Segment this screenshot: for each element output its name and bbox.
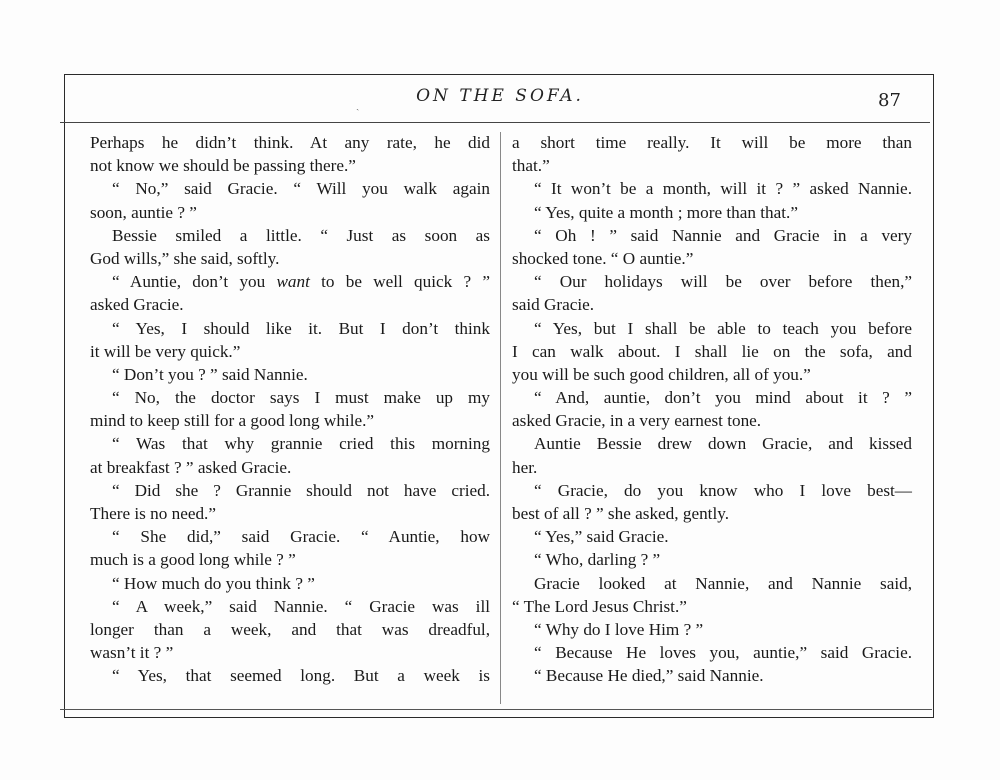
right-column xyxy=(512,131,912,688)
text-line: “ Was that why grannie cried this morning xyxy=(112,434,490,454)
text-line: soon, auntie ? ” xyxy=(90,202,197,222)
text-line: asked Gracie, in a very earnest tone. xyxy=(512,411,762,431)
left-column xyxy=(90,131,490,688)
text-line: wasn’t it ? ” xyxy=(90,643,174,663)
text-line: Perhaps he didn’t think. At any rate, he did xyxy=(90,133,490,152)
text-line: it will be very quick.” xyxy=(90,341,241,361)
page-number: 87 xyxy=(878,90,901,111)
text-line: “ The Lord Jesus Christ.” xyxy=(512,596,687,616)
text-line: “ Gracie, do you know who I love best— xyxy=(534,480,912,500)
text-line: “ It won’t be a month, will it ? ” asked Nannie. xyxy=(534,179,912,199)
text-line: Bessie smiled a little. “ Just as soon as xyxy=(112,225,490,245)
text-line: a short time really. It will be more than xyxy=(512,133,912,152)
text-line: “ Our holidays will be over before then,” xyxy=(534,272,912,292)
text-line: that.” xyxy=(512,156,550,176)
text-line: asked Gracie. xyxy=(90,295,184,315)
text-line: “ Yes, I should like it. But I don’t think xyxy=(112,318,490,338)
printer-mark: ˏ xyxy=(356,100,360,111)
text-line: Auntie Bessie drew down Gracie, and kissed xyxy=(534,434,912,454)
text-line: God wills,” she said, softly. xyxy=(90,248,280,268)
text-line: you will be such good children, all of you.” xyxy=(512,364,811,384)
text-line: shocked tone. “ O auntie.” xyxy=(512,248,694,268)
text-line: “ Auntie, don’t you want to be well quick ? ” xyxy=(112,272,490,292)
text-line: Gracie looked at Nannie, and Nannie said, xyxy=(534,573,912,593)
text-line: not know we should be passing there.” xyxy=(90,156,356,176)
text-line: “ Don’t you ? ” said Nannie. xyxy=(112,364,308,384)
text-line: “ Oh ! ” said Nannie and Gracie in a very xyxy=(534,225,912,245)
text-line: “ She did,” said Gracie. “ Auntie, how xyxy=(112,527,490,547)
text-line: much is a good long while ? ” xyxy=(90,550,296,570)
text-line: her. xyxy=(512,457,538,477)
text-line: best of all ? ” she asked, gently. xyxy=(512,504,729,523)
text-line: mind to keep still for a good long while.” xyxy=(90,411,375,431)
text-line: “ No,” said Gracie. “ Will you walk again xyxy=(112,179,490,199)
text-line: “ Yes,” said Gracie. xyxy=(534,527,669,547)
text-line: “ No, the doctor says I must make up my xyxy=(112,388,490,408)
text-line: “ Why do I love Him ? ” xyxy=(534,619,704,639)
text-line: at breakfast ? ” asked Gracie. xyxy=(90,457,292,477)
text-line: “ Yes, but I shall be able to teach you before xyxy=(534,318,912,338)
text-line: “ Because He loves you, auntie,” said Gracie. xyxy=(534,643,912,663)
text-line: “ And, auntie, don’t you mind about it ? ” xyxy=(534,388,912,408)
emphasis: want xyxy=(276,272,310,292)
text-line: “ A week,” said Nannie. “ Gracie was ill xyxy=(112,596,490,616)
text-line: said Gracie. xyxy=(512,295,595,315)
footer-rule xyxy=(60,709,932,710)
header-rule xyxy=(60,122,930,123)
text-line: “ How much do you think ? ” xyxy=(112,573,315,593)
running-head: ON THE SOFA. xyxy=(416,86,584,106)
text-line: “ Who, darling ? ” xyxy=(534,550,661,570)
text-line: There is no need.” xyxy=(90,504,216,523)
text-line: “ Yes, quite a month ; more than that.” xyxy=(534,202,798,222)
text-line: “ Did she ? Grannie should not have cried. xyxy=(112,480,490,500)
text-line: I can walk about. I shall lie on the sofa, and xyxy=(512,341,912,361)
text-line: longer than a week, and that was dreadful, xyxy=(90,619,490,639)
text-line: “ Because He died,” said Nannie. xyxy=(534,666,764,686)
text-line: “ Yes, that seemed long. But a week is xyxy=(112,666,490,686)
column-divider xyxy=(500,132,501,704)
